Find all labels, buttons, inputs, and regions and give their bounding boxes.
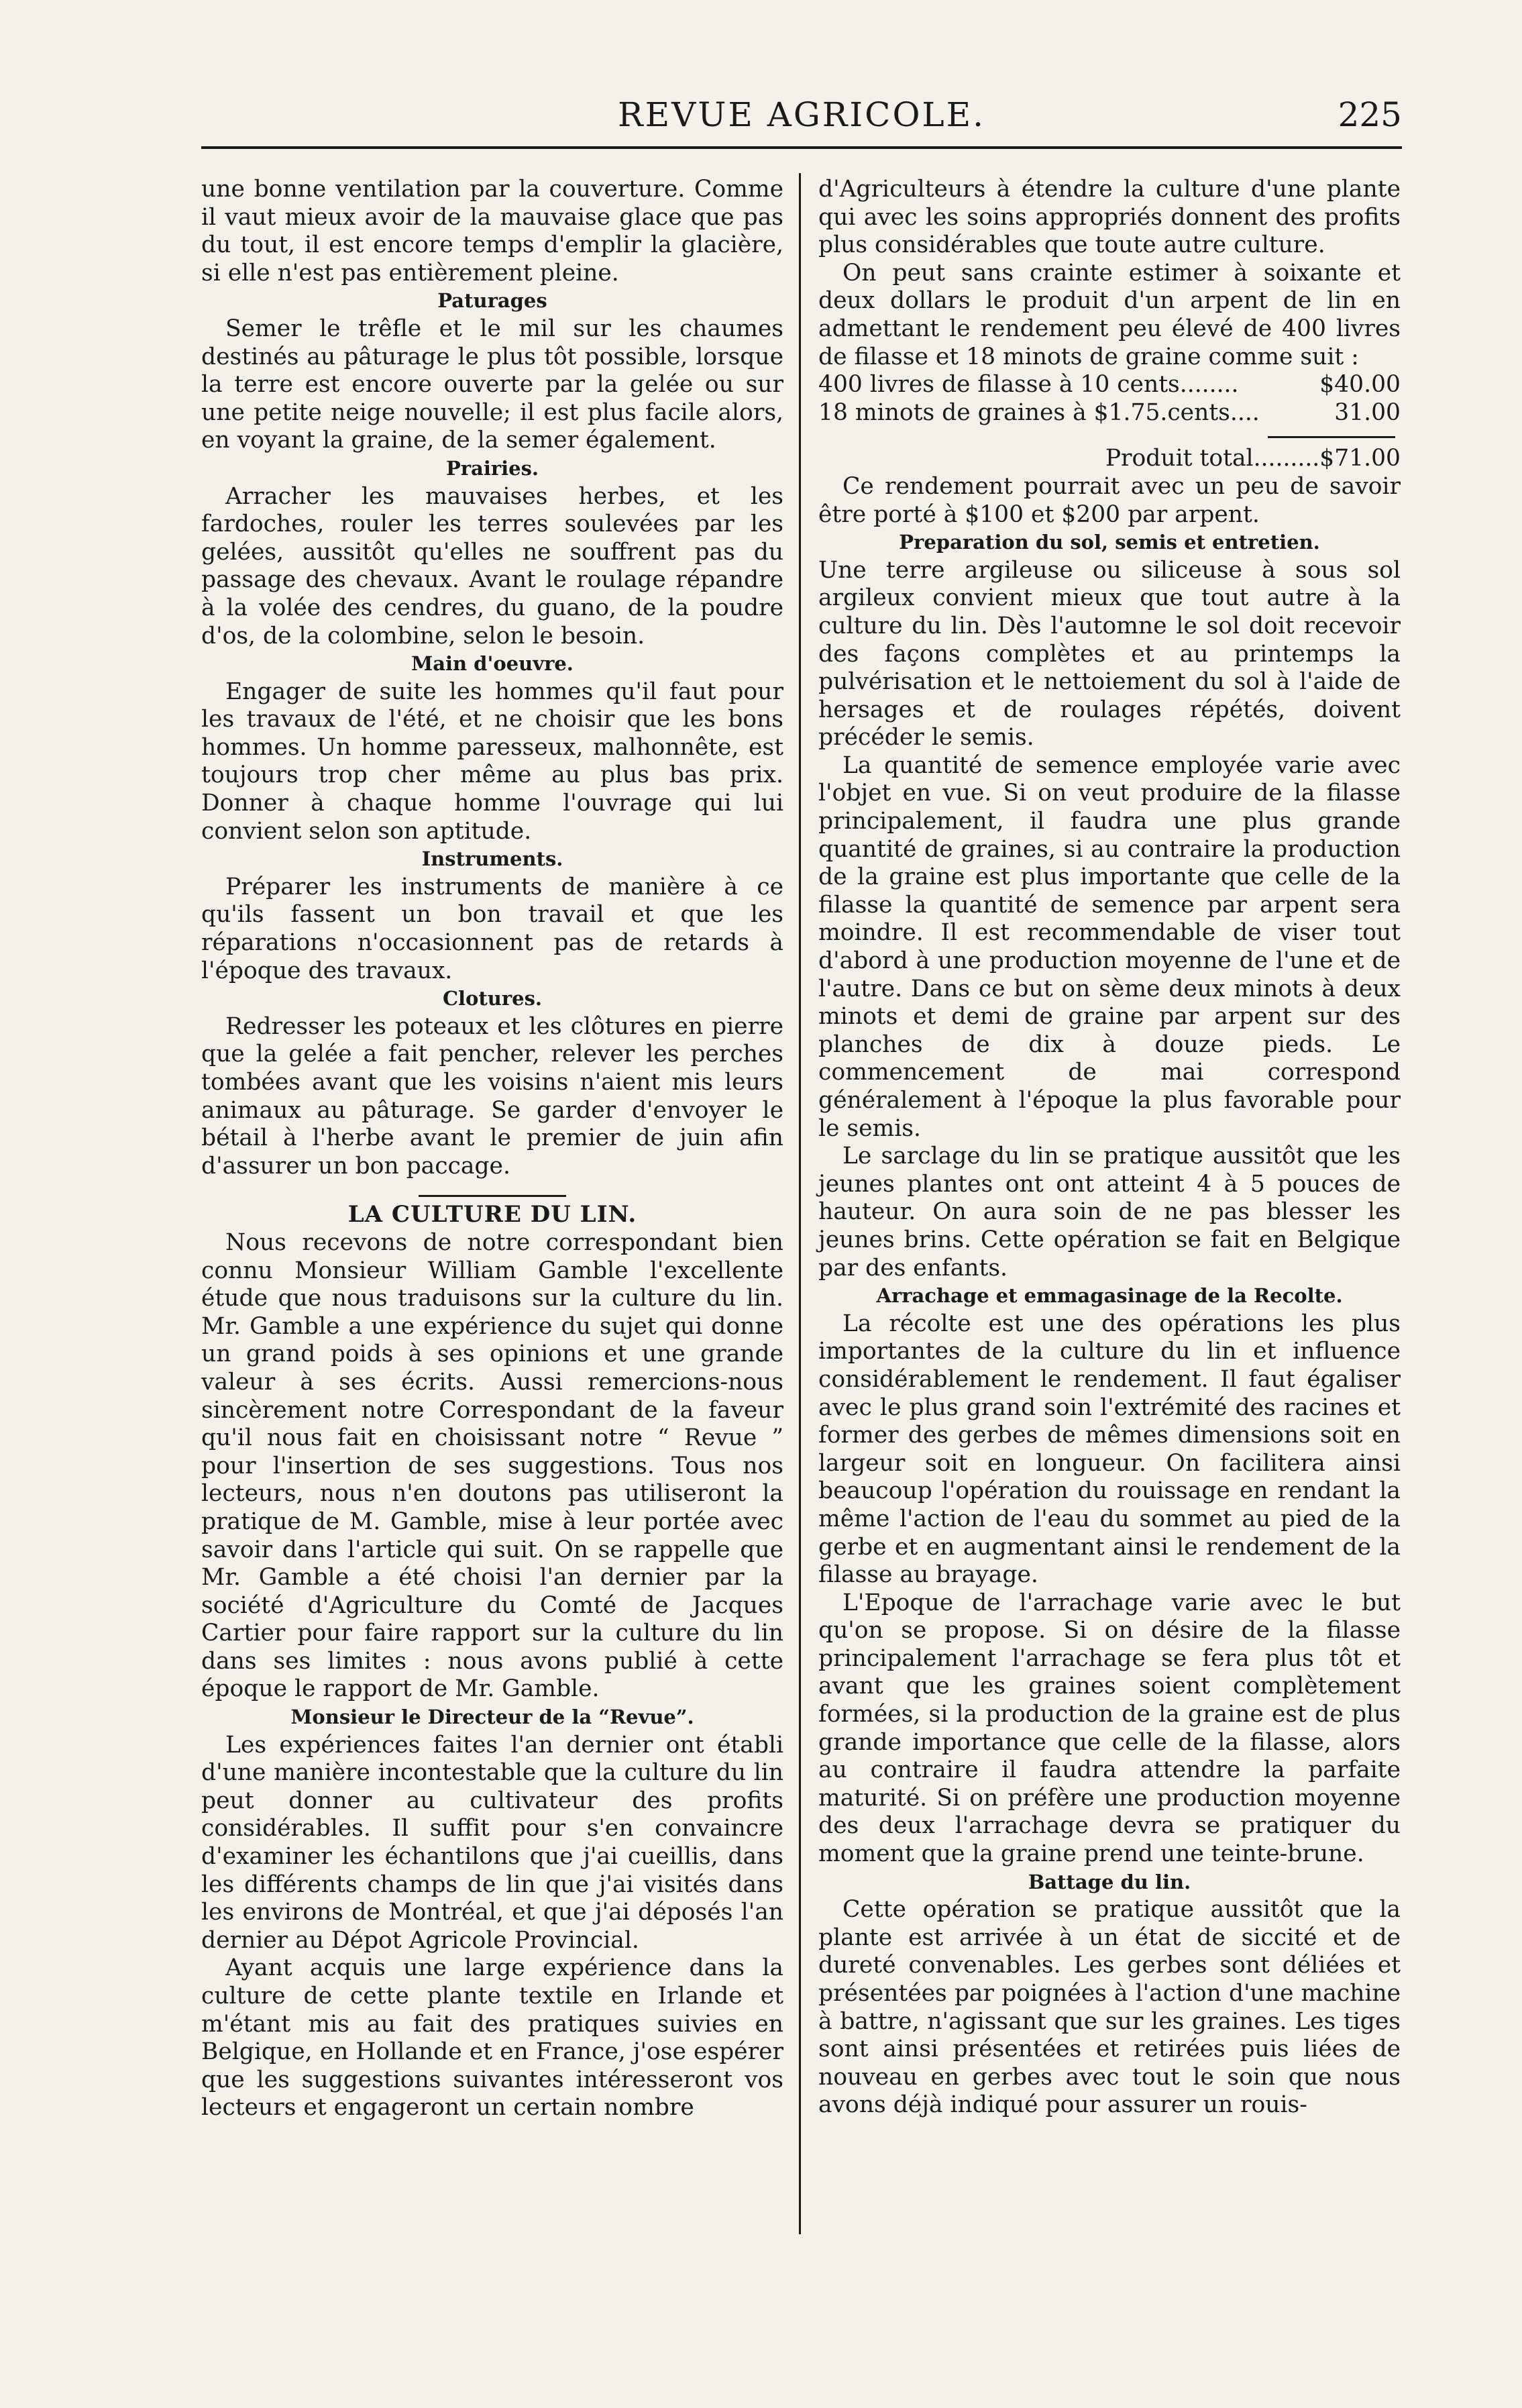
right-column xyxy=(818,176,1401,2119)
paragraph: L'Epoque de l'arrachage varie avec le but qu'on se propose. Si on désire de la filasse principalement l'arrachage se fera plus tôt et avant que les graines soient complètement formées, si la production de la graine est de plus grande importance que celle de la filasse, alors au contraire il faudra attendre la parfaite maturité. Si on préfère une production moyenne des deux l'arrachage devra se pratiquer du moment que la graine prend une teinte-brune. xyxy=(818,1589,1401,1868)
paragraph: La récolte est une des opérations les plus importantes de la culture du lin et influence considérablement le rendement. Il faut égaliser avec le plus grand soin l'extrémité des racines et former des gerbes de mêmes dimensions soit en largeur soit en longueur. On facilitera ainsi beaucoup l'opération du rouissage en rendant la même l'action de l'eau du sommet au pied de la gerbe et en augmentant ainsi le rendement de la filasse au brayage. xyxy=(818,1310,1401,1589)
paragraph: Le sarclage du lin se pratique aussitôt que les jeunes plantes ont ont atteint 4 à 5 pouces de hauteur. On aura soin de ne pas blesser les jeunes brins. Cette opération se fait en Belgique par des enfants. xyxy=(818,1143,1401,1281)
section-heading-clotures: Clotures. xyxy=(442,987,543,1010)
paragraph: La quantité de semence employée varie avec l'objet en vue. Si on veut produire de la filasse principalement, il faudra une plus grande quantité de graines, si au contraire la production de la graine est plus importante que celle de la filasse la quantité de semence par arpent sera moindre. Il est recommendable de viser tout d'abord à une production moyenne de l'une et de l'autre. Dans ce but on sème deux minots à deux minots et demi de graine par arpent sur des planches de dix à douze pieds. Le commencement de mai correspond généralement à l'époque la plus favorable pour le semis. xyxy=(818,751,1401,1142)
column-divider xyxy=(799,173,801,2234)
paragraph: Cette opération se pratique aussitôt que la plante est arrivée à un état de siccité et de dureté convenables. Les gerbes sont déliées et présentées par poignées à l'action d'une machine à battre, n'agissant que sur les graines. Les tiges sont ainsi présentées et retirées puis liées de nouveau en gerbes avec tout le soin que nous avons déjà indiqué pour assurer un rouis- xyxy=(818,1896,1401,2119)
calc-value: 31.00 xyxy=(1334,399,1401,426)
page-number: 225 xyxy=(1338,95,1402,134)
paragraph: On peut sans crainte estimer à soixante et deux dollars le produit d'un arpent de lin en admettant le rendement peu élevé de 400 livres de filasse et 18 minots de graine comme suit : xyxy=(818,259,1401,370)
page-header xyxy=(201,91,1402,145)
paragraph: Nous recevons de notre correspondant bien connu Monsieur William Gamble l'excellente étude que nous traduisons sur la culture du lin. Mr. Gamble a une expérience du sujet qui donne un grand poids à ses opinions et une grande valeur à ses écrits. Aussi remercions-nous sincèrement notre Correspondant de la faveur qu'il nous fait en choisissant notre “ Revue ” pour l'insertion de ses suggestions. Tous nos lecteurs, nous n'en doutons pas utiliseront la pratique de M. Gamble, mise à leur portée avec savoir dans l'article qui suit. On se rappelle que Mr. Gamble a été choisi l'an dernier par la société d'Agriculture du Comté de Jacques Cartier pour faire rapport sur la culture du lin dans ses limites : nous avons publié à cette époque le rapport de Mr. Gamble. xyxy=(201,1228,783,1703)
calc-label: 400 livres de filasse à 10 cents........ xyxy=(818,371,1239,399)
section-heading-arrachage: Arrachage et emmagasinage de la Recolte. xyxy=(876,1284,1343,1308)
section-heading-paturages: Paturages xyxy=(437,289,547,313)
header-rule xyxy=(201,146,1402,149)
paragraph: Ayant acquis une large expérience dans la culture de cette plante textile en Irlande et m'étant mis au fait des pratiques suivies en Belgique, en Hollande et en France, j'ose espérer que les suggestions suivantes intéresseront vos lecteurs et engageront un certain nombre xyxy=(201,1954,783,2122)
left-column xyxy=(201,176,783,2122)
paragraph: Ce rendement pourrait avec un peu de savoir être porté à $100 et $200 par arpent. xyxy=(818,472,1401,528)
paragraph: Semer le trêfle et le mil sur les chaumes destinés au pâturage le plus tôt possible, lorsque la terre est encore ouverte par la gelée ou sur une petite neige nouvelle; il est plus facile alors, en voyant la graine, de la semer également. xyxy=(201,315,783,454)
section-rule xyxy=(419,1195,566,1197)
calc-label: 18 minots de graines à $1.75.cents.... xyxy=(818,399,1260,426)
section-heading-instruments: Instruments. xyxy=(421,847,563,871)
paragraph: Redresser les poteaux et les clôtures en pierre que la gelée a fait pencher, relever les perches tombées avant que les voisins n'aient mis leurs animaux au pâturage. Se garder d'envoyer le bétail à l'herbe avant le premier de juin afin d'assurer un bon paccage. xyxy=(201,1012,783,1180)
calc-total xyxy=(818,445,1401,473)
total-label: Produit total......... xyxy=(1105,445,1320,472)
section-heading-main-doeuvre: Main d'oeuvre. xyxy=(411,652,574,676)
calc-line xyxy=(818,399,1401,427)
total-value: $71.00 xyxy=(1319,445,1401,472)
section-heading-battage: Battage du lin. xyxy=(1028,1870,1191,1893)
paragraph: Préparer les instruments de manière à ce qu'ils fassent un bon travail et que les réparations n'occasionnent pas de retards à l'époque des travaux. xyxy=(201,873,783,984)
paragraph: Une terre argileuse ou siliceuse à sous sol argileux convient mieux que tout autre à la culture du lin. Dès l'automne le sol doit recevoir des façons complètes et au printemps la pulvérisation et le nettoiement du sol à l'aide de hersages et de roulages répétés, doivent précéder le semis. xyxy=(818,556,1401,751)
running-title: REVUE AGRICOLE. xyxy=(617,95,986,134)
calc-value: $40.00 xyxy=(1319,371,1401,399)
calc-line xyxy=(818,371,1401,399)
paragraph: une bonne ventilation par la couverture. Comme il vaut mieux avoir de la mauvaise glace que pas du tout, il est encore temps d'emplir la glacière, si elle n'est pas entièrement pleine. xyxy=(201,176,783,286)
article-title: LA CULTURE DU LIN. xyxy=(347,1201,637,1228)
paragraph: d'Agriculteurs à étendre la culture d'une plante qui avec les soins appropriés donnent des profits plus considérables que toute autre culture. xyxy=(818,176,1401,259)
paragraph: Engager de suite les hommes qu'il faut pour les travaux de l'été, et ne choisir que les bons hommes. Un homme paresseux, malhonnête, est toujours trop cher même au plus bas prix. Donner à chaque homme l'ouvrage qui lui convient selon son aptitude. xyxy=(201,678,783,845)
letter-salutation: Monsieur le Directeur de la “Revue”. xyxy=(290,1706,694,1729)
paragraph: Les expériences faites l'an dernier ont établi d'une manière incontestable que la culture du lin peut donner au cultivateur des profits considérables. Il suffit pour s'en convaincre d'examiner les échantilons que j'ai cueillis, dans les différents champs de lin que j'ai visités dans les environs de Montréal, et que j'ai déposés l'an dernier au Dépot Agricole Provincial. xyxy=(201,1731,783,1954)
sum-rule xyxy=(1268,436,1395,438)
section-heading-preparation: Preparation du sol, semis et entretien. xyxy=(899,531,1320,554)
paragraph: Arracher les mauvaises herbes, et les fardoches, rouler les terres soulevées par les gelées, aussitôt qu'elles ne souffrent pas du passage des chevaux. Avant le roulage répandre à la volée des cendres, du guano, de la poudre d'os, de la colombine, selon le besoin. xyxy=(201,482,783,649)
section-heading-prairies: Prairies. xyxy=(445,456,539,480)
